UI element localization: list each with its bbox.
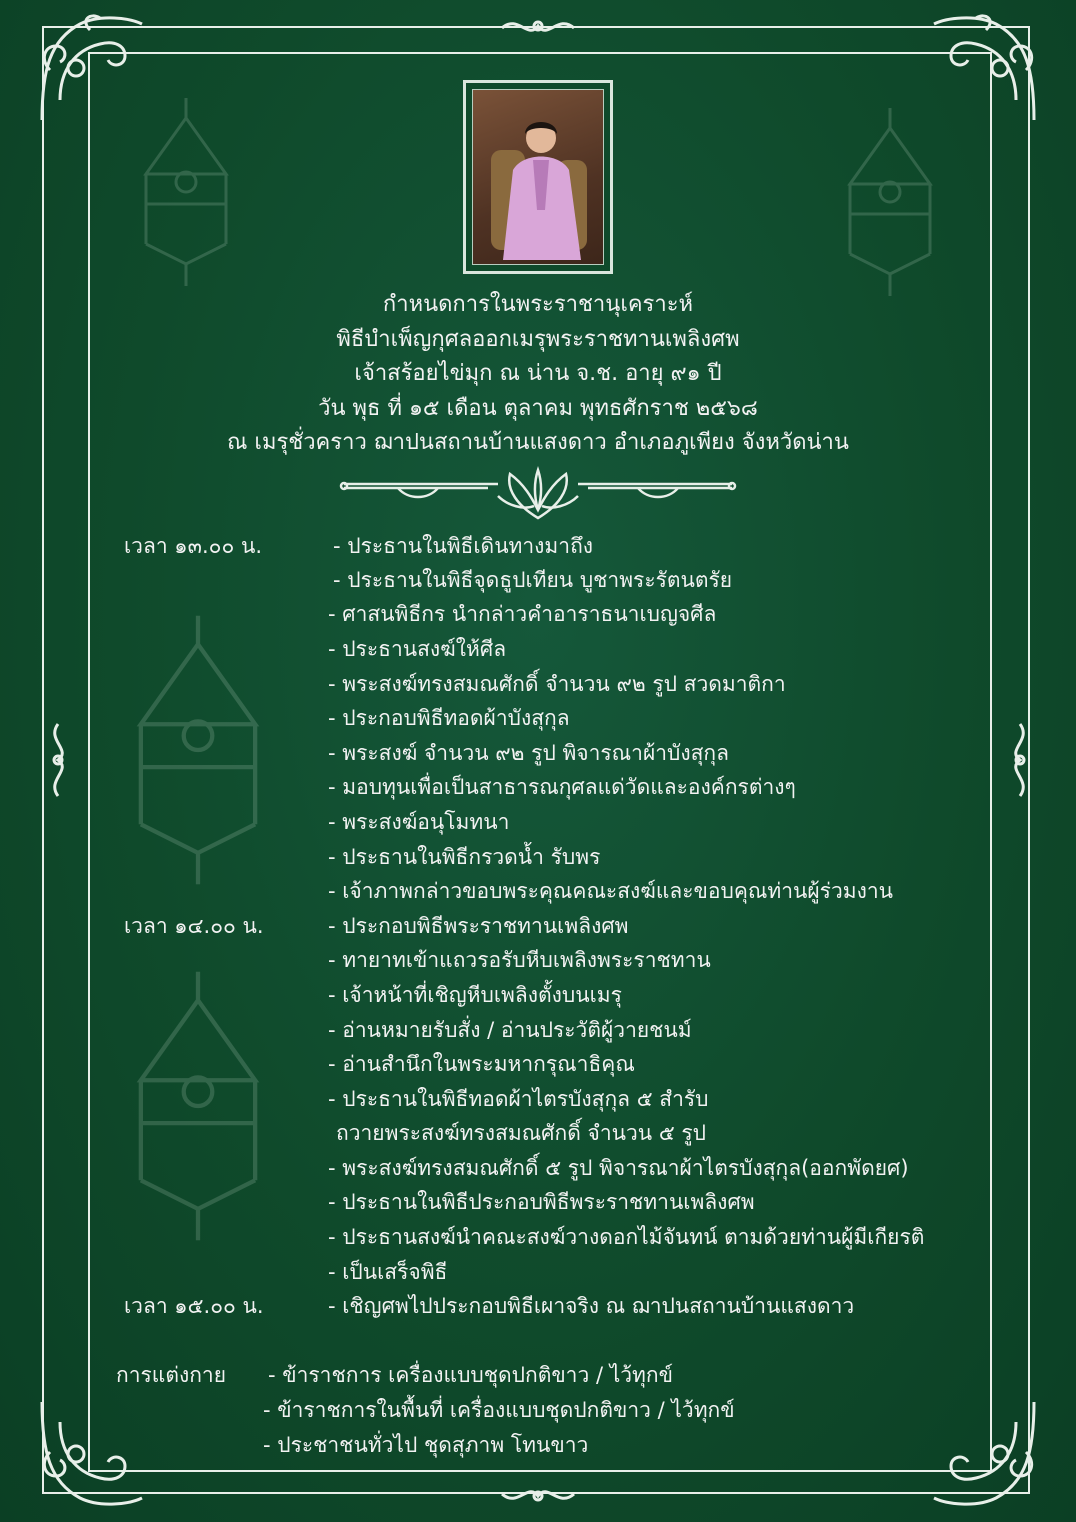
lantern-ornament-lower-left (128, 966, 268, 1246)
corner-ornament-bottom-right (926, 1392, 1046, 1512)
schedule-item: - ศาสนพิธีกร นำกล่าวคำอาราธนาเบญจศีล (328, 602, 717, 626)
schedule-item: - พระสงฆ์ทรงสมณศักดิ์ จำนวน ๙๒ รูป สวดมาติกา (328, 672, 786, 696)
schedule-item: - ทายาทเข้าแถวรอรับหีบเพลิงพระราชทาน (328, 948, 711, 972)
ornamental-divider (338, 466, 738, 526)
schedule-time-1400: เวลา ๑๔.๐๐ น. (124, 914, 264, 938)
dress-code-label: การแต่งกาย (116, 1363, 227, 1387)
heading-line-2: พิธีบำเพ็ญกุศลออกเมรุพระราชทานเพลิงศพ (336, 326, 740, 352)
schedule-item: - ประธานในพิธีจุดธูปเทียน บูชาพระรัตนตรัย (333, 568, 733, 592)
schedule-item: - ประกอบพิธีทอดผ้าบังสุกุล (328, 706, 570, 730)
dress-code-item: - ข้าราชการ เครื่องแบบชุดปกติขาว / ไว้ทุกข์ (268, 1363, 673, 1387)
schedule-time-1300: เวลา ๑๓.๐๐ น. (124, 534, 263, 558)
portrait-photo (472, 89, 604, 265)
portrait-frame (463, 80, 613, 274)
schedule-item: - ประธานในพิธีกรวดน้ำ รับพร (328, 845, 601, 869)
schedule-item: - เจ้าหน้าที่เชิญหีบเพลิงตั้งบนเมรุ (328, 983, 622, 1007)
schedule-time-1500: เวลา ๑๕.๐๐ น. (124, 1294, 264, 1318)
corner-ornament-bottom-left (30, 1392, 150, 1512)
lantern-ornament-top-right (842, 104, 938, 300)
heading-line-1: กำหนดการในพระราชานุเคราะห์ (382, 292, 694, 317)
edge-ornament-left-center (44, 720, 74, 800)
corner-ornament-top-right (926, 10, 1046, 130)
dress-code-item: - ประชาชนทั่วไป ชุดสุภาพ โทนขาว (263, 1433, 589, 1457)
schedule-item: - เจ้าภาพกล่าวขอบพระคุณคณะสงฆ์และขอบคุณท่านผู้ร่วมงาน (328, 879, 893, 903)
schedule-item: - ประธานในพิธีเดินทางมาถึง (333, 534, 594, 558)
heading-line-5: ณ เมรุชั่วคราว ฌาปนสถานบ้านแสงดาว อำเภอภูเพียง จังหวัดน่าน (227, 430, 849, 455)
schedule-item: - อ่านสำนึกในพระมหากรุณาธิคุณ (328, 1052, 635, 1076)
corner-ornament-top-left (30, 10, 150, 130)
schedule-item: - พระสงฆ์อนุโมทนา (328, 810, 510, 834)
schedule-item: - มอบทุนเพื่อเป็นสาธารณกุศลแด่วัดและองค์กรต่างๆ (328, 775, 796, 799)
heading-line-4: วัน พุธ ที่ ๑๕ เดือน ตุลาคม พุทธศักราช ๒๕๖๘ (318, 395, 758, 421)
schedule-item-continuation: ถวายพระสงฆ์ทรงสมณศักดิ์ จำนวน ๕ รูป (336, 1121, 706, 1145)
schedule-item: - พระสงฆ์ จำนวน ๙๒ รูป พิจารณาผ้าบังสุกุล (328, 741, 730, 765)
schedule-item: - ประธานสงฆ์นำคณะสงฆ์วางดอกไม้จันทน์ ตามด้วยท่านผู้มีเกียรติ (328, 1225, 925, 1249)
dress-code-item: - ข้าราชการในพื้นที่ เครื่องแบบชุดปกติขาว / ไว้ทุกข์ (263, 1398, 735, 1422)
schedule-item: - ประธานในพิธีทอดผ้าไตรบังสุกุล ๕ สำรับ (328, 1087, 709, 1111)
lantern-ornament-top-left (138, 94, 234, 290)
heading-block (100, 288, 976, 461)
schedule-item: - เชิญศพไปประกอบพิธีเผาจริง ณ ฌาปนสถานบ้านแสงดาว (328, 1294, 855, 1318)
schedule-item: - พระสงฆ์ทรงสมณศักดิ์ ๕ รูป พิจารณาผ้าไตรบังสุกุล(ออกพัดยศ) (328, 1156, 909, 1180)
schedule-item: - เป็นเสร็จพิธี (328, 1260, 448, 1284)
edge-ornament-right-center (1004, 720, 1034, 800)
schedule-item: - อ่านหมายรับสั่ง / อ่านประวัติผู้วายชนม์ (328, 1018, 692, 1042)
heading-line-3: เจ้าสร้อยไข่มุก ณ น่าน จ.ช. อายุ ๙๑ ปี (354, 361, 722, 386)
lantern-ornament-mid-left (128, 610, 268, 890)
schedule-item: - ประธานสงฆ์ให้ศีล (328, 637, 507, 661)
edge-ornament-top-center (498, 12, 578, 42)
portrait-figure (473, 90, 604, 265)
schedule-item: - ประธานในพิธีประกอบพิธีพระราชทานเพลิงศพ (328, 1190, 755, 1214)
schedule-item: - ประกอบพิธีพระราชทานเพลิงศพ (328, 914, 629, 938)
edge-ornament-bottom-center (498, 1480, 578, 1510)
